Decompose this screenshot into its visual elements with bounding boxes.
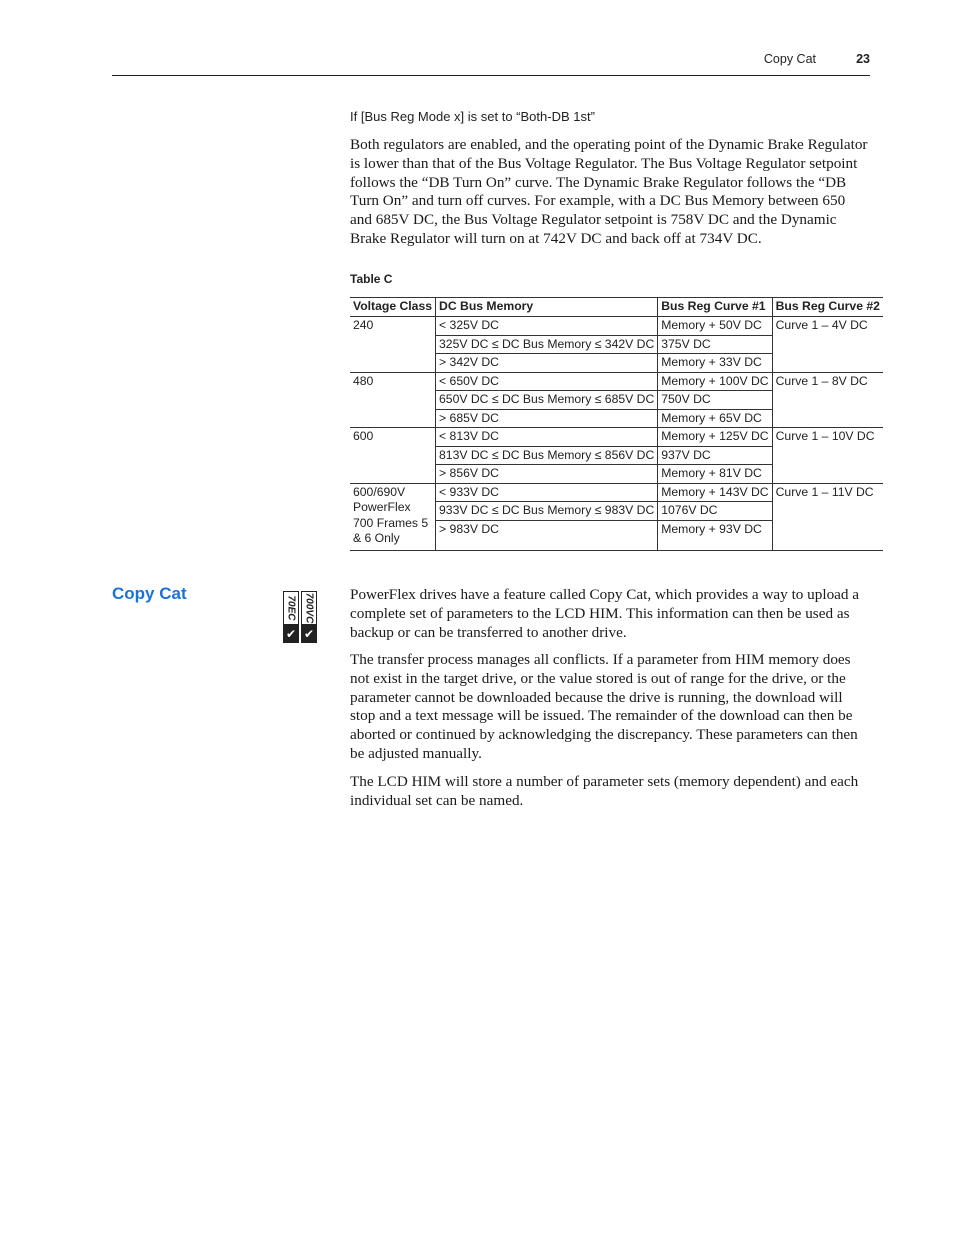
bus-reg-table xyxy=(350,297,883,551)
voltage-class-cell: 600 xyxy=(350,428,436,484)
dc-bus-memory-cell: < 933V DC xyxy=(436,483,658,502)
curve1-cell: Memory + 65V DC xyxy=(658,409,772,428)
copy-cat-paragraph-3: The LCD HIM will store a number of parameter sets (memory dependent) and each individual set can be named. xyxy=(350,773,859,809)
header-bus-reg-curve-1: Bus Reg Curve #1 xyxy=(658,298,772,317)
curve2-cell: Curve 1 – 11V DC xyxy=(772,483,883,550)
checkmark-icon: ✔ xyxy=(301,625,317,643)
header-bus-reg-curve-2: Bus Reg Curve #2 xyxy=(772,298,883,317)
copy-cat-paragraph-2: The transfer process manages all conflicts. If a parameter from HIM memory does not exist in the target drive, or the value stored is out of range for the drive, or the parameter cannot be downloaded because the drive is running, the download will stop and a text message will be issued. The remainder of the download can then be aborted or continued by acknowledging the discrepancy. These parameters can then be adjusted manually. xyxy=(350,651,858,762)
table-header-row xyxy=(350,298,883,317)
dc-bus-memory-cell: > 342V DC xyxy=(436,354,658,373)
table-caption: Table C xyxy=(350,272,393,286)
table-row xyxy=(350,372,883,391)
checkmark-icon: ✔ xyxy=(283,625,299,643)
curve1-cell: 375V DC xyxy=(658,335,772,354)
curve2-cell: Curve 1 – 4V DC xyxy=(772,317,883,373)
dc-bus-memory-cell: > 983V DC xyxy=(436,520,658,550)
curve1-cell: Memory + 33V DC xyxy=(658,354,772,373)
dc-bus-memory-cell: < 650V DC xyxy=(436,372,658,391)
curve2-cell: Curve 1 – 8V DC xyxy=(772,372,883,428)
running-header-section: Copy Cat xyxy=(763,52,816,66)
curve1-cell: Memory + 143V DC xyxy=(658,483,772,502)
curve1-cell: Memory + 50V DC xyxy=(658,317,772,336)
badge-70ec xyxy=(283,591,299,643)
curve1-cell: 750V DC xyxy=(658,391,772,410)
drive-compatibility-badges xyxy=(283,591,318,643)
dc-bus-memory-cell: < 325V DC xyxy=(436,317,658,336)
voltage-class-cell: 600/690V PowerFlex 700 Frames 5 & 6 Only xyxy=(350,483,436,550)
dc-bus-memory-cell: 650V DC ≤ DC Bus Memory ≤ 685V DC xyxy=(436,391,658,410)
curve1-cell: Memory + 125V DC xyxy=(658,428,772,447)
intro-paragraph: Both regulators are enabled, and the operating point of the Dynamic Brake Regulator is lower than that of the Bus Voltage Regulator. The Bus Voltage Regulator setpoint follows the “DB Turn On” curve. The Dynamic Brake Regulator follows the “DB Turn On” and turn off curves. For example, with a DC Bus Memory between 650 and 685V DC, the Bus Voltage Regulator setpoint is 758V DC and the Dynamic Brake Regulator will turn on at 742V DC and back off at 734V DC. xyxy=(350,136,868,247)
dc-bus-memory-cell: 325V DC ≤ DC Bus Memory ≤ 342V DC xyxy=(436,335,658,354)
table-row xyxy=(350,317,883,336)
curve2-cell: Curve 1 – 10V DC xyxy=(772,428,883,484)
curve1-cell: Memory + 100V DC xyxy=(658,372,772,391)
voltage-class-cell: 240 xyxy=(350,317,436,373)
copy-cat-paragraph-1: PowerFlex drives have a feature called Copy Cat, which provides a way to upload a complete set of parameters to the LCD HIM. This information can then be used as backup or can be transferred to another drive. xyxy=(350,586,860,641)
dc-bus-memory-cell: 933V DC ≤ DC Bus Memory ≤ 983V DC xyxy=(436,502,658,521)
header-voltage-class: Voltage Class xyxy=(350,298,436,317)
curve1-cell: Memory + 93V DC xyxy=(658,520,772,550)
header-dc-bus-memory: DC Bus Memory xyxy=(436,298,658,317)
badge-700vc-label: 700VC xyxy=(303,592,315,624)
table-row xyxy=(350,428,883,447)
dc-bus-memory-cell: > 685V DC xyxy=(436,409,658,428)
voltage-class-cell: 480 xyxy=(350,372,436,428)
curve1-cell: 937V DC xyxy=(658,446,772,465)
curve1-cell: 1076V DC xyxy=(658,502,772,521)
badge-700vc xyxy=(301,591,317,643)
condition-heading: If [Bus Reg Mode x] is set to “Both-DB 1st” xyxy=(350,109,595,124)
section-heading-copy-cat: Copy Cat xyxy=(112,584,187,603)
dc-bus-memory-cell: > 856V DC xyxy=(436,465,658,484)
badge-70ec-label: 70EC xyxy=(285,595,297,621)
dc-bus-memory-cell: 813V DC ≤ DC Bus Memory ≤ 856V DC xyxy=(436,446,658,465)
table-row xyxy=(350,483,883,502)
page-number: 23 xyxy=(856,52,870,66)
header-rule xyxy=(112,75,870,76)
curve1-cell: Memory + 81V DC xyxy=(658,465,772,484)
dc-bus-memory-cell: < 813V DC xyxy=(436,428,658,447)
